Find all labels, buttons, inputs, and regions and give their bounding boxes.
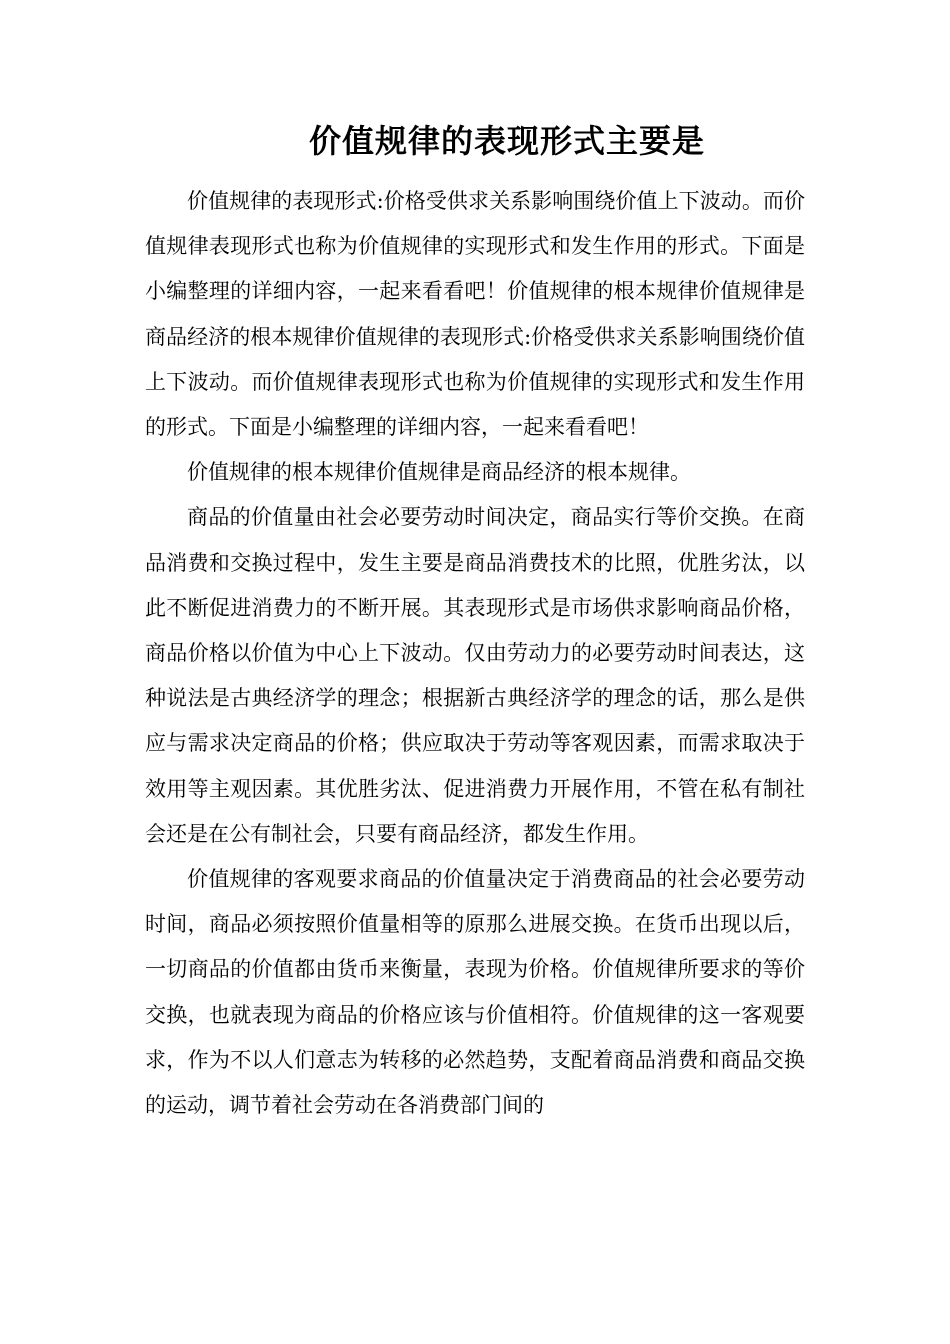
document-title: 价值规律的表现形式主要是	[308, 122, 705, 160]
document-body	[145, 179, 805, 1128]
paragraph: 价值规律的表现形式:价格受供求关系影响围绕价值上下波动。而价值规律表现形式也称为价值规律的实现形式和发生作用的形式。下面是小编整理的详细内容，一起来看看吧！价值规律的根本规律价值规律是商品经济的根本规律价值规律的表现形式:价格受供求关系影响围绕价值上下波动。而价值规律表现形式也称为价值规律的实现形式和发生作用的形式。下面是小编整理的详细内容，一起来看看吧！	[145, 189, 805, 440]
paragraph: 价值规律的根本规律价值规律是商品经济的根本规律。	[187, 460, 691, 485]
paragraph: 商品的价值量由社会必要劳动时间决定，商品实行等价交换。在商品消费和交换过程中，发生主要是商品消费技术的比照，优胜劣汰，以此不断促进消费力的不断开展。其表现形式是市场供求影响商品价格，商品价格以价值为中心上下波动。仅由劳动力的必要劳动时间表达，这种说法是古典经济学的理念；根据新古典经济学的理念的话，那么是供应与需求决定商品的价格；供应取决于劳动等客观因素，而需求取决于效用等主观因素。其优胜劣汰、促进消费力开展作用，不管在私有制社会还是在公有制社会，只要有商品经济，都发生作用。	[145, 505, 805, 846]
paragraph: 价值规律的客观要求商品的价值量决定于消费商品的社会必要劳动时间，商品必须按照价值量相等的原那么进展交换。在货币出现以后，一切商品的价值都由货币来衡量，表现为价格。价值规律所要求的等价交换，也就表现为商品的价格应该与价值相符。价值规律的这一客观要求，作为不以人们意志为转移的必然趋势，支配着商品消费和商品交换的运动，调节着社会劳动在各消费部门间的	[145, 867, 805, 1118]
